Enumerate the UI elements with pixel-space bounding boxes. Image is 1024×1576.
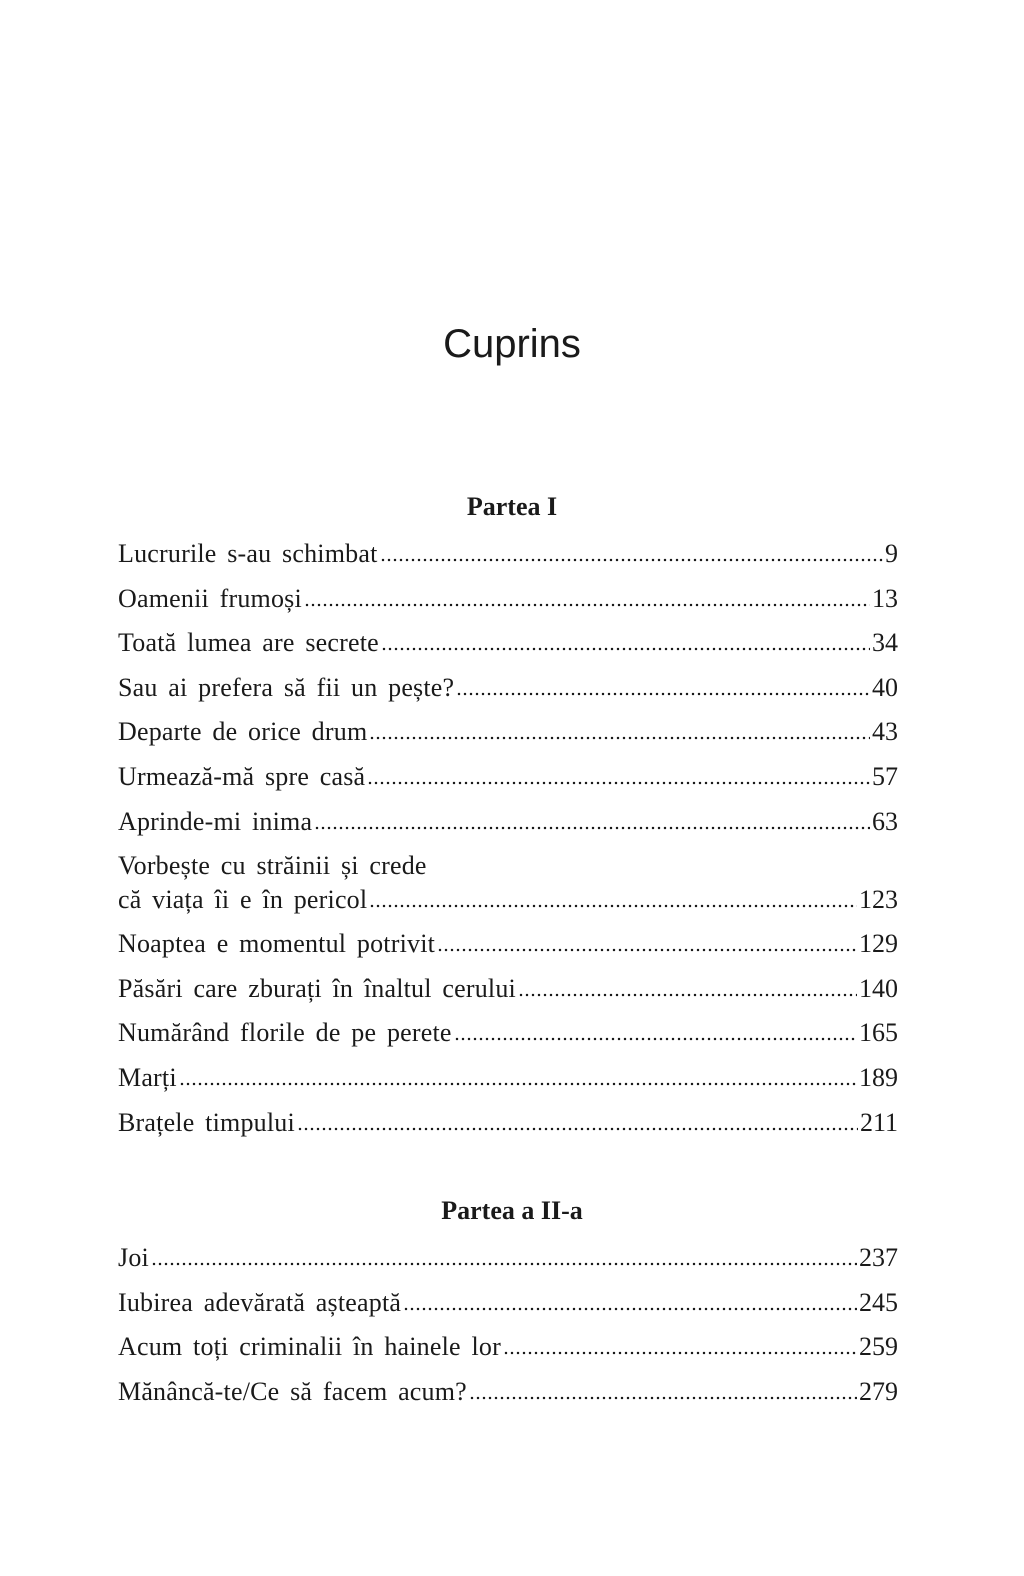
toc-entry-page: 279 bbox=[859, 1376, 898, 1406]
dot-leader bbox=[179, 1066, 857, 1086]
toc-entry-title: Toată lumea are secrete bbox=[118, 628, 379, 658]
dot-leader bbox=[380, 542, 883, 562]
toc-entry-page: 129 bbox=[859, 929, 898, 959]
toc-entry-page: 57 bbox=[872, 761, 898, 791]
toc-entry[interactable] bbox=[118, 627, 898, 672]
dot-leader bbox=[369, 888, 857, 908]
toc-entry-title: Iubirea adevărată așteaptă bbox=[118, 1287, 402, 1317]
toc-entry[interactable] bbox=[118, 1331, 898, 1376]
page-title: Cuprins bbox=[443, 322, 581, 366]
toc-entry-page: 43 bbox=[872, 717, 898, 747]
toc-entry[interactable] bbox=[118, 1017, 898, 1062]
toc-entry-title-line1: Vorbește cu străinii și crede bbox=[118, 851, 427, 881]
toc-entry[interactable] bbox=[118, 1242, 898, 1287]
toc-entry[interactable] bbox=[118, 538, 898, 583]
toc-entry[interactable] bbox=[118, 1062, 898, 1107]
toc-entry-page: 9 bbox=[885, 539, 898, 568]
toc-entry[interactable] bbox=[118, 672, 898, 717]
toc-entry-title: Joi bbox=[118, 1243, 149, 1272]
toc-entry[interactable] bbox=[118, 1107, 898, 1152]
toc-entry[interactable] bbox=[118, 1376, 898, 1421]
toc-entry-page: 140 bbox=[859, 973, 898, 1003]
part-heading: Partea a II-a bbox=[441, 1196, 583, 1225]
toc-entry[interactable] bbox=[118, 716, 898, 761]
toc-entry-page: 245 bbox=[859, 1287, 898, 1317]
toc-entry-page: 237 bbox=[859, 1243, 898, 1272]
dot-leader bbox=[367, 765, 870, 785]
toc-entry-title: Numărând florile de pe perete bbox=[118, 1018, 452, 1048]
toc-entry[interactable] bbox=[118, 761, 898, 806]
toc-entry-title: Păsări care zburați în înaltul cerului bbox=[118, 973, 516, 1003]
part-heading: Partea I bbox=[466, 492, 558, 521]
toc-entry-title: Acum toți criminalii în hainele lor bbox=[118, 1332, 501, 1362]
dot-leader bbox=[518, 977, 857, 997]
dot-leader bbox=[454, 1021, 857, 1041]
toc-entry-title: Urmează-mă spre casă bbox=[118, 761, 366, 791]
toc-entry[interactable] bbox=[118, 973, 898, 1018]
toc-entry-page: 34 bbox=[872, 628, 898, 658]
dot-leader bbox=[503, 1335, 857, 1355]
toc-entry-page: 211 bbox=[859, 1107, 898, 1137]
toc-entry-title: Noaptea e momentul potrivit bbox=[118, 929, 436, 959]
dot-leader bbox=[437, 932, 857, 952]
dot-leader bbox=[469, 1380, 857, 1400]
dot-leader bbox=[297, 1111, 858, 1131]
dot-leader bbox=[304, 587, 870, 607]
toc-entry-title: Oamenii frumoși bbox=[118, 583, 302, 613]
dot-leader bbox=[151, 1246, 857, 1266]
toc-entry-title: Sau ai prefera să fii un pește? bbox=[118, 672, 455, 702]
dot-leader bbox=[403, 1291, 857, 1311]
toc-entry-page: 189 bbox=[859, 1062, 898, 1092]
dot-leader bbox=[381, 631, 870, 651]
toc-list-part-1 bbox=[118, 538, 898, 1151]
toc-entry[interactable] bbox=[118, 1287, 898, 1332]
dot-leader bbox=[314, 810, 870, 830]
toc-list-part-2 bbox=[118, 1242, 898, 1420]
toc-entry-page: 165 bbox=[859, 1018, 898, 1048]
toc-entry-page: 13 bbox=[872, 583, 898, 613]
toc-entry-title-line2: că viața îi e în pericol bbox=[118, 885, 368, 915]
toc-entry-title: Departe de orice drum bbox=[118, 717, 368, 747]
toc-entry[interactable] bbox=[118, 928, 898, 973]
toc-entry[interactable] bbox=[118, 806, 898, 851]
dot-leader bbox=[369, 720, 870, 740]
toc-entry-page: 40 bbox=[872, 672, 898, 702]
toc-entry-page: 259 bbox=[859, 1332, 898, 1362]
toc-entry[interactable] bbox=[118, 583, 898, 628]
toc-entry-title: Brațele timpului bbox=[118, 1107, 295, 1137]
dot-leader bbox=[456, 676, 870, 696]
toc-entry-title: Mănâncă-te/Ce să facem acum? bbox=[118, 1376, 467, 1406]
toc-entry-title: Aprinde-mi inima bbox=[118, 806, 313, 836]
toc-entry[interactable] bbox=[118, 850, 898, 928]
toc-entry-page: 123 bbox=[859, 885, 898, 915]
toc-entry-page: 63 bbox=[872, 806, 898, 836]
toc-entry-title: Marți bbox=[118, 1062, 177, 1092]
toc-entry-title: Lucrurile s-au schimbat bbox=[118, 539, 378, 568]
